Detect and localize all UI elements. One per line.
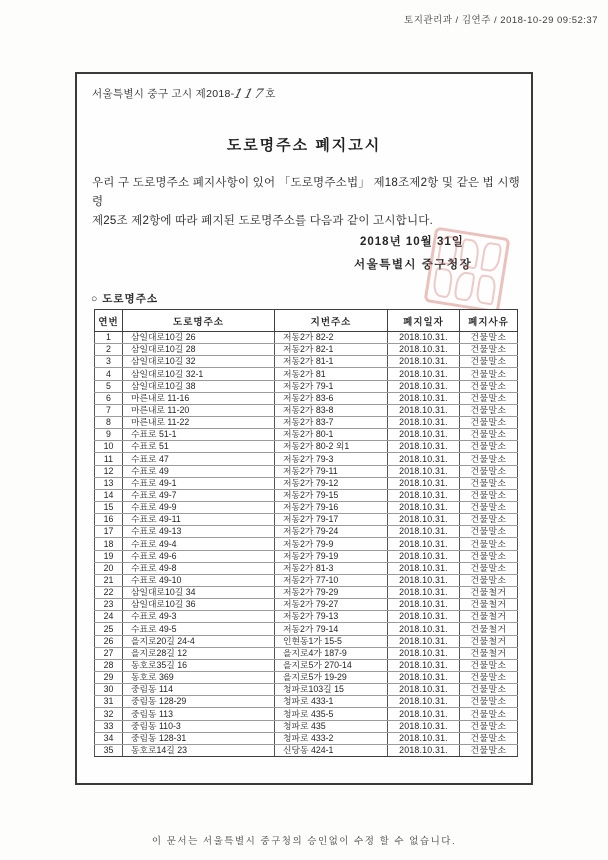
cell-index: 10	[95, 441, 123, 453]
cell-abolition-reason: 건물철거	[460, 647, 518, 659]
cell-road-address: 수표로 49-5	[123, 623, 275, 635]
cell-abolition-reason: 건물말소	[460, 574, 518, 586]
scan-header-line: 토지관리과 / 김연주 / 2018-10-29 09:52:37	[404, 15, 598, 26]
table-row	[95, 562, 518, 574]
cell-abolition-reason: 건물말소	[460, 380, 518, 392]
cell-abolition-reason: 건물말소	[460, 744, 518, 756]
cell-jibun-address: 청파로 433-2	[275, 732, 388, 744]
table-row	[95, 404, 518, 416]
cell-abolition-date: 2018.10.31.	[388, 611, 460, 623]
cell-abolition-reason: 건물말소	[460, 489, 518, 501]
cell-road-address: 수표로 51-1	[123, 429, 275, 441]
cell-jibun-address: 저동2가 81-3	[275, 562, 388, 574]
cell-abolition-reason: 건물철거	[460, 623, 518, 635]
cell-index: 1	[95, 332, 123, 344]
cell-jibun-address: 저동2가 81-1	[275, 356, 388, 368]
notice-date: 2018년 10월 31일	[360, 236, 464, 248]
cell-jibun-address: 저동2가 77-10	[275, 574, 388, 586]
cell-road-address: 수표로 49-6	[123, 550, 275, 562]
cell-abolition-date: 2018.10.31.	[388, 720, 460, 732]
cell-jibun-address: 저동2가 79-15	[275, 489, 388, 501]
cell-jibun-address: 저동2가 80-1	[275, 429, 388, 441]
cell-road-address: 마른내로 11-16	[123, 392, 275, 404]
cell-abolition-reason: 건물말소	[460, 562, 518, 574]
cell-abolition-reason: 건물말소	[460, 538, 518, 550]
cell-road-address: 중림동 114	[123, 684, 275, 696]
cell-abolition-reason: 건물말소	[460, 453, 518, 465]
cell-jibun-address: 저동2가 79-16	[275, 501, 388, 513]
table-row	[95, 416, 518, 428]
table-row	[95, 332, 518, 344]
cell-road-address: 삼일대로10길 36	[123, 599, 275, 611]
cell-abolition-reason: 건물말소	[460, 429, 518, 441]
cell-index: 4	[95, 368, 123, 380]
cell-index: 8	[95, 416, 123, 428]
cell-jibun-address: 을지로5가 19-29	[275, 671, 388, 683]
notice-number-prefix: 서울특별시 중구 고시 제2018-	[92, 88, 235, 100]
table-row	[95, 732, 518, 744]
table-row	[95, 368, 518, 380]
cell-index: 30	[95, 684, 123, 696]
table-row	[95, 635, 518, 647]
cell-jibun-address: 저동2가 79-1	[275, 380, 388, 392]
cell-index: 6	[95, 392, 123, 404]
document-body	[92, 174, 520, 231]
cell-abolition-reason: 건물말소	[460, 441, 518, 453]
table-row	[95, 453, 518, 465]
table-body	[95, 332, 518, 757]
cell-jibun-address: 저동2가 82-2	[275, 332, 388, 344]
cell-jibun-address: 저동2가 79-29	[275, 586, 388, 598]
cell-road-address: 수표로 49-13	[123, 526, 275, 538]
cell-jibun-address: 저동2가 82-1	[275, 344, 388, 356]
cell-abolition-reason: 건물말소	[460, 477, 518, 489]
table-row	[95, 380, 518, 392]
cell-road-address: 마른내로 11-22	[123, 416, 275, 428]
cell-jibun-address: 저동2가 79-19	[275, 550, 388, 562]
cell-jibun-address: 저동2가 79-3	[275, 453, 388, 465]
cell-road-address: 중림동 128-29	[123, 696, 275, 708]
cell-abolition-reason: 건물말소	[460, 708, 518, 720]
cell-road-address: 삼일대로10길 38	[123, 380, 275, 392]
cell-abolition-reason: 건물말소	[460, 368, 518, 380]
table-row	[95, 550, 518, 562]
cell-jibun-address: 청파로103길 15	[275, 684, 388, 696]
cell-abolition-date: 2018.10.31.	[388, 404, 460, 416]
cell-index: 27	[95, 647, 123, 659]
cell-index: 18	[95, 538, 123, 550]
cell-abolition-date: 2018.10.31.	[388, 635, 460, 647]
cell-abolition-reason: 건물말소	[460, 501, 518, 513]
cell-jibun-address: 저동2가 81	[275, 368, 388, 380]
cell-index: 29	[95, 671, 123, 683]
cell-abolition-reason: 건물말소	[460, 404, 518, 416]
cell-abolition-reason: 건물철거	[460, 635, 518, 647]
cell-abolition-date: 2018.10.31.	[388, 538, 460, 550]
section-label: ○ 도로명주소	[91, 293, 158, 305]
cell-jibun-address: 저동2가 83-7	[275, 416, 388, 428]
cell-abolition-date: 2018.10.31.	[388, 465, 460, 477]
cell-abolition-date: 2018.10.31.	[388, 586, 460, 598]
cell-abolition-reason: 건물말소	[460, 344, 518, 356]
column-header: 폐지일자	[388, 310, 460, 332]
cell-index: 7	[95, 404, 123, 416]
cell-jibun-address: 저동2가 80-2 외1	[275, 441, 388, 453]
cell-road-address: 수표로 49-8	[123, 562, 275, 574]
cell-abolition-reason: 건물말소	[460, 684, 518, 696]
cell-road-address: 중림동 113	[123, 708, 275, 720]
cell-road-address: 중림동 128-31	[123, 732, 275, 744]
table-row	[95, 574, 518, 586]
cell-road-address: 수표로 49	[123, 465, 275, 477]
cell-index: 31	[95, 696, 123, 708]
cell-road-address: 수표로 49-7	[123, 489, 275, 501]
notice-signer: 서울특별시 중구청장	[354, 259, 473, 271]
cell-jibun-address: 청파로 435-5	[275, 708, 388, 720]
cell-road-address: 수표로 49-1	[123, 477, 275, 489]
cell-index: 2	[95, 344, 123, 356]
cell-abolition-date: 2018.10.31.	[388, 514, 460, 526]
cell-abolition-date: 2018.10.31.	[388, 501, 460, 513]
table-row	[95, 501, 518, 513]
cell-road-address: 삼일대로10길 26	[123, 332, 275, 344]
document-title: 도로명주소 폐지고시	[226, 137, 382, 154]
cell-index: 15	[95, 501, 123, 513]
cell-abolition-date: 2018.10.31.	[388, 708, 460, 720]
cell-index: 35	[95, 744, 123, 756]
cell-abolition-date: 2018.10.31.	[388, 671, 460, 683]
cell-road-address: 수표로 51	[123, 441, 275, 453]
table-row	[95, 659, 518, 671]
cell-jibun-address: 을지로5가 270-14	[275, 659, 388, 671]
cell-abolition-reason: 건물철거	[460, 586, 518, 598]
cell-abolition-date: 2018.10.31.	[388, 429, 460, 441]
cell-abolition-date: 2018.10.31.	[388, 623, 460, 635]
cell-index: 9	[95, 429, 123, 441]
cell-abolition-reason: 건물말소	[460, 356, 518, 368]
cell-road-address: 동호로 369	[123, 671, 275, 683]
notice-number-suffix: 호	[265, 88, 276, 100]
notice-border-box	[75, 72, 533, 785]
cell-road-address: 수표로 49-9	[123, 501, 275, 513]
cell-abolition-reason: 건물말소	[460, 332, 518, 344]
cell-jibun-address: 저동2가 79-24	[275, 526, 388, 538]
cell-abolition-reason: 건물말소	[460, 392, 518, 404]
cell-road-address: 을지로20길 24-4	[123, 635, 275, 647]
cell-road-address: 수표로 49-3	[123, 611, 275, 623]
cell-abolition-date: 2018.10.31.	[388, 562, 460, 574]
cell-jibun-address: 인현동1가 15-5	[275, 635, 388, 647]
table-row	[95, 647, 518, 659]
cell-abolition-date: 2018.10.31.	[388, 732, 460, 744]
cell-abolition-reason: 건물말소	[460, 659, 518, 671]
cell-road-address: 수표로 47	[123, 453, 275, 465]
cell-index: 12	[95, 465, 123, 477]
cell-index: 21	[95, 574, 123, 586]
cell-abolition-date: 2018.10.31.	[388, 477, 460, 489]
cell-abolition-reason: 건물말소	[460, 671, 518, 683]
column-header: 폐지사유	[460, 310, 518, 332]
cell-jibun-address: 저동2가 79-27	[275, 599, 388, 611]
cell-index: 16	[95, 514, 123, 526]
cell-abolition-date: 2018.10.31.	[388, 356, 460, 368]
cell-road-address: 마른내로 11-20	[123, 404, 275, 416]
cell-jibun-address: 저동2가 79-11	[275, 465, 388, 477]
cell-abolition-date: 2018.10.31.	[388, 744, 460, 756]
cell-jibun-address: 저동2가 79-17	[275, 514, 388, 526]
cell-index: 14	[95, 489, 123, 501]
column-header: 도로명주소	[123, 310, 275, 332]
cell-index: 26	[95, 635, 123, 647]
cell-abolition-reason: 건물철거	[460, 599, 518, 611]
table-row	[95, 356, 518, 368]
cell-index: 19	[95, 550, 123, 562]
table-row	[95, 623, 518, 635]
cell-index: 5	[95, 380, 123, 392]
cell-abolition-reason: 건물말소	[460, 465, 518, 477]
cell-jibun-address: 저동2가 83-8	[275, 404, 388, 416]
table-row	[95, 344, 518, 356]
table-row	[95, 489, 518, 501]
cell-abolition-reason: 건물말소	[460, 550, 518, 562]
cell-abolition-date: 2018.10.31.	[388, 574, 460, 586]
cell-road-address: 동호로14길 23	[123, 744, 275, 756]
body-line-1: 우리 구 도로명주소 폐지사항이 있어 「도로명주소법」 제18조제2항 및 같은 법 시행령	[92, 177, 520, 208]
table-row	[95, 684, 518, 696]
cell-index: 20	[95, 562, 123, 574]
table-row	[95, 611, 518, 623]
cell-jibun-address: 저동2가 83-6	[275, 392, 388, 404]
cell-jibun-address: 신당동 424-1	[275, 744, 388, 756]
table-row	[95, 720, 518, 732]
cell-road-address: 삼일대로10길 32-1	[123, 368, 275, 380]
notice-number-handwritten: 117	[232, 87, 268, 102]
table-row	[95, 671, 518, 683]
table-row	[95, 538, 518, 550]
table-row	[95, 696, 518, 708]
table-row	[95, 708, 518, 720]
cell-abolition-date: 2018.10.31.	[388, 550, 460, 562]
cell-index: 32	[95, 708, 123, 720]
table-container	[94, 309, 518, 757]
notice-number	[92, 86, 276, 101]
table-row	[95, 514, 518, 526]
cell-jibun-address: 저동2가 79-14	[275, 623, 388, 635]
cell-index: 17	[95, 526, 123, 538]
cell-road-address: 수표로 49-10	[123, 574, 275, 586]
cell-abolition-date: 2018.10.31.	[388, 599, 460, 611]
cell-abolition-reason: 건물말소	[460, 514, 518, 526]
cell-abolition-date: 2018.10.31.	[388, 684, 460, 696]
table-row	[95, 599, 518, 611]
cell-index: 3	[95, 356, 123, 368]
cell-index: 24	[95, 611, 123, 623]
table-row	[95, 392, 518, 404]
cell-jibun-address: 청파로 435	[275, 720, 388, 732]
table-row	[95, 429, 518, 441]
cell-index: 28	[95, 659, 123, 671]
cell-index: 23	[95, 599, 123, 611]
scan-footer-line: 이 문서는 서울특별시 중구청의 승인없이 수정 할 수 없습니다.	[151, 836, 457, 847]
body-line-2: 제25조 제2항에 따라 폐지된 도로명주소를 다음과 같이 고시합니다.	[92, 215, 433, 227]
table-row	[95, 586, 518, 598]
table-row	[95, 744, 518, 756]
cell-road-address: 수표로 49-11	[123, 514, 275, 526]
cell-jibun-address: 저동2가 79-13	[275, 611, 388, 623]
cell-abolition-date: 2018.10.31.	[388, 696, 460, 708]
cell-abolition-date: 2018.10.31.	[388, 380, 460, 392]
cell-index: 25	[95, 623, 123, 635]
cell-road-address: 삼일대로10길 28	[123, 344, 275, 356]
cell-abolition-reason: 건물말소	[460, 526, 518, 538]
cell-road-address: 중림동 110-3	[123, 720, 275, 732]
cell-abolition-date: 2018.10.31.	[388, 332, 460, 344]
table-row	[95, 526, 518, 538]
cell-abolition-date: 2018.10.31.	[388, 526, 460, 538]
table-row	[95, 465, 518, 477]
column-header: 지번주소	[275, 310, 388, 332]
cell-abolition-date: 2018.10.31.	[388, 392, 460, 404]
cell-abolition-reason: 건물철거	[460, 611, 518, 623]
cell-index: 13	[95, 477, 123, 489]
cell-road-address: 을지로28길 12	[123, 647, 275, 659]
cell-abolition-reason: 건물말소	[460, 416, 518, 428]
cell-abolition-date: 2018.10.31.	[388, 453, 460, 465]
cell-index: 34	[95, 732, 123, 744]
cell-jibun-address: 청파로 433-1	[275, 696, 388, 708]
cell-road-address: 삼일대로10길 34	[123, 586, 275, 598]
cell-index: 11	[95, 453, 123, 465]
cell-jibun-address: 저동2가 79-9	[275, 538, 388, 550]
official-seal-stamp-icon	[424, 227, 511, 314]
cell-abolition-reason: 건물말소	[460, 696, 518, 708]
cell-abolition-reason: 건물말소	[460, 720, 518, 732]
cell-road-address: 수표로 49-4	[123, 538, 275, 550]
cell-index: 33	[95, 720, 123, 732]
abolition-table	[94, 309, 518, 757]
table-row	[95, 441, 518, 453]
cell-abolition-date: 2018.10.31.	[388, 659, 460, 671]
cell-abolition-date: 2018.10.31.	[388, 441, 460, 453]
cell-road-address: 동호로35길 16	[123, 659, 275, 671]
cell-abolition-date: 2018.10.31.	[388, 647, 460, 659]
cell-jibun-address: 을지로4가 187-9	[275, 647, 388, 659]
cell-index: 22	[95, 586, 123, 598]
cell-abolition-date: 2018.10.31.	[388, 368, 460, 380]
table-header-row	[95, 310, 518, 332]
column-header: 연번	[95, 310, 123, 332]
cell-road-address: 삼일대로10길 32	[123, 356, 275, 368]
cell-abolition-reason: 건물말소	[460, 732, 518, 744]
cell-jibun-address: 저동2가 79-12	[275, 477, 388, 489]
cell-abolition-date: 2018.10.31.	[388, 416, 460, 428]
cell-abolition-date: 2018.10.31.	[388, 489, 460, 501]
cell-abolition-date: 2018.10.31.	[388, 344, 460, 356]
table-row	[95, 477, 518, 489]
